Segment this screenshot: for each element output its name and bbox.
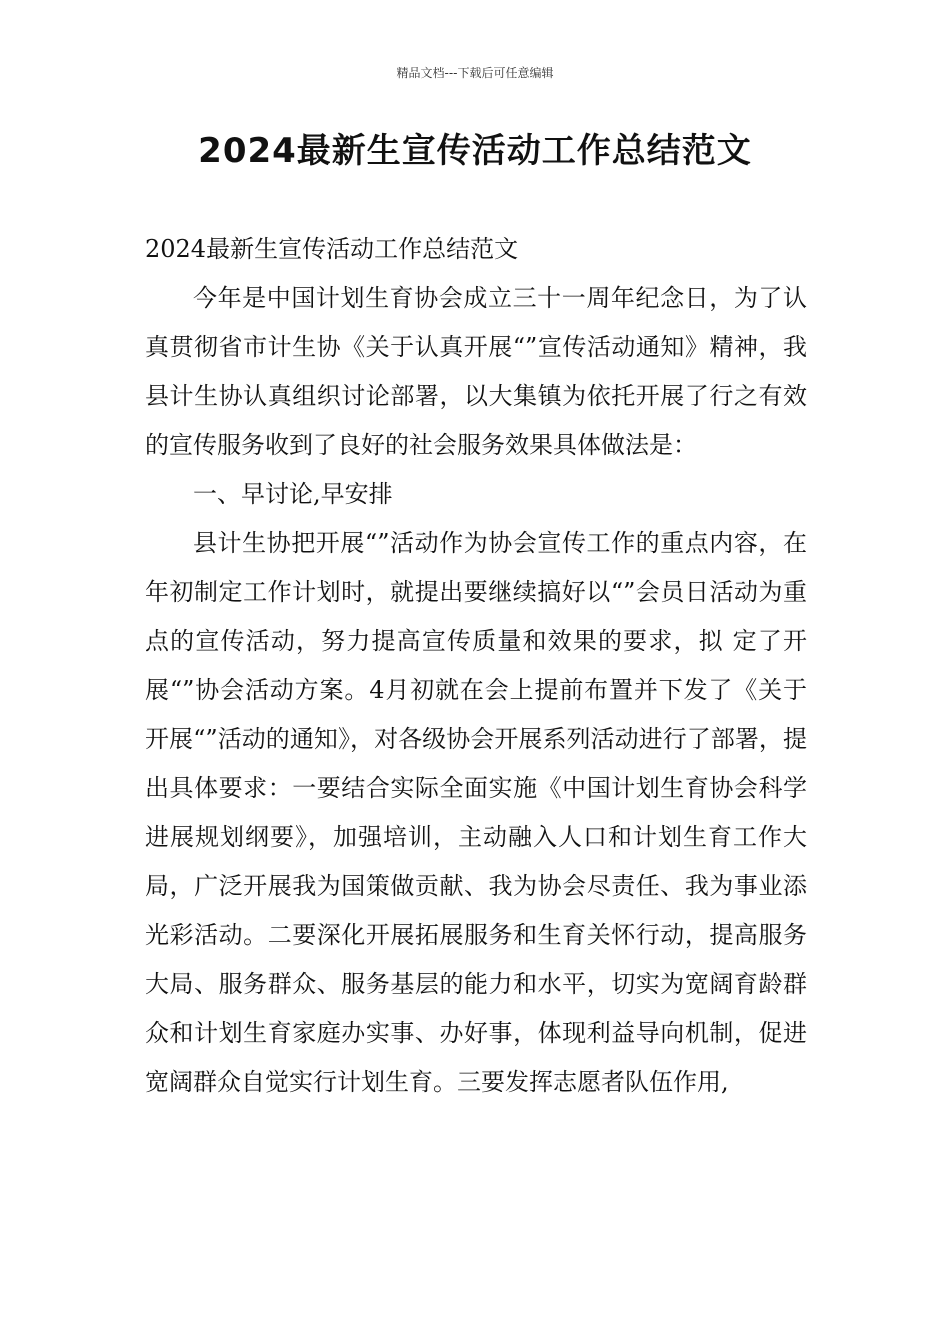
paragraph-section-1: 县计生协把开展“”活动作为协会宣传工作的重点内容，在年初制定工作计划时，就提出要继续搞好以“”会员日活动为重点的宣传活动，努力提高宣传质量和效果的要求，拟 定了开展“”协会活动方案。4月初就在会上提前布置并下发了《关于开展“”活动的通知》，对各级协会开展系列活动进行了部署，提出具体要求：一要结合实际全面实施《中国计划生育协会科学进展规划纲要》，加强培训，主动融入人口和计划生育工作大局，广泛开展我为国策做贡献、我为协会尽责任、我为事业添光彩活动。二要深化开展拓展服务和生育关怀行动，提高服务大局、服务群众、服务基层的能力和水平，切实为宽阔育龄群众和计划生育家庭办实事、办好事，体现利益导向机制，促进宽阔群众自觉实行计划生育。三要发挥志愿者队伍作用, bbox=[145, 529, 807, 1096]
document-body bbox=[145, 225, 807, 1107]
section-heading-1: 一、早讨论,早安排 bbox=[193, 480, 393, 508]
header-note: 精品文档---下载后可任意编辑 bbox=[396, 66, 554, 80]
document-title: 2024最新生宣传活动工作总结范文 bbox=[198, 131, 752, 171]
document-subtitle: 2024最新生宣传活动工作总结范文 bbox=[145, 235, 519, 263]
paragraph-intro: 今年是中国计划生育协会成立三十一周年纪念日，为了认真贯彻省市计生协《关于认真开展“”宣传活动通知》精神，我县计生协认真组织讨论部署，以大集镇为依托开展了行之有效的宣传服务收到了良好的社会服务效果具体做法是： bbox=[145, 284, 807, 459]
